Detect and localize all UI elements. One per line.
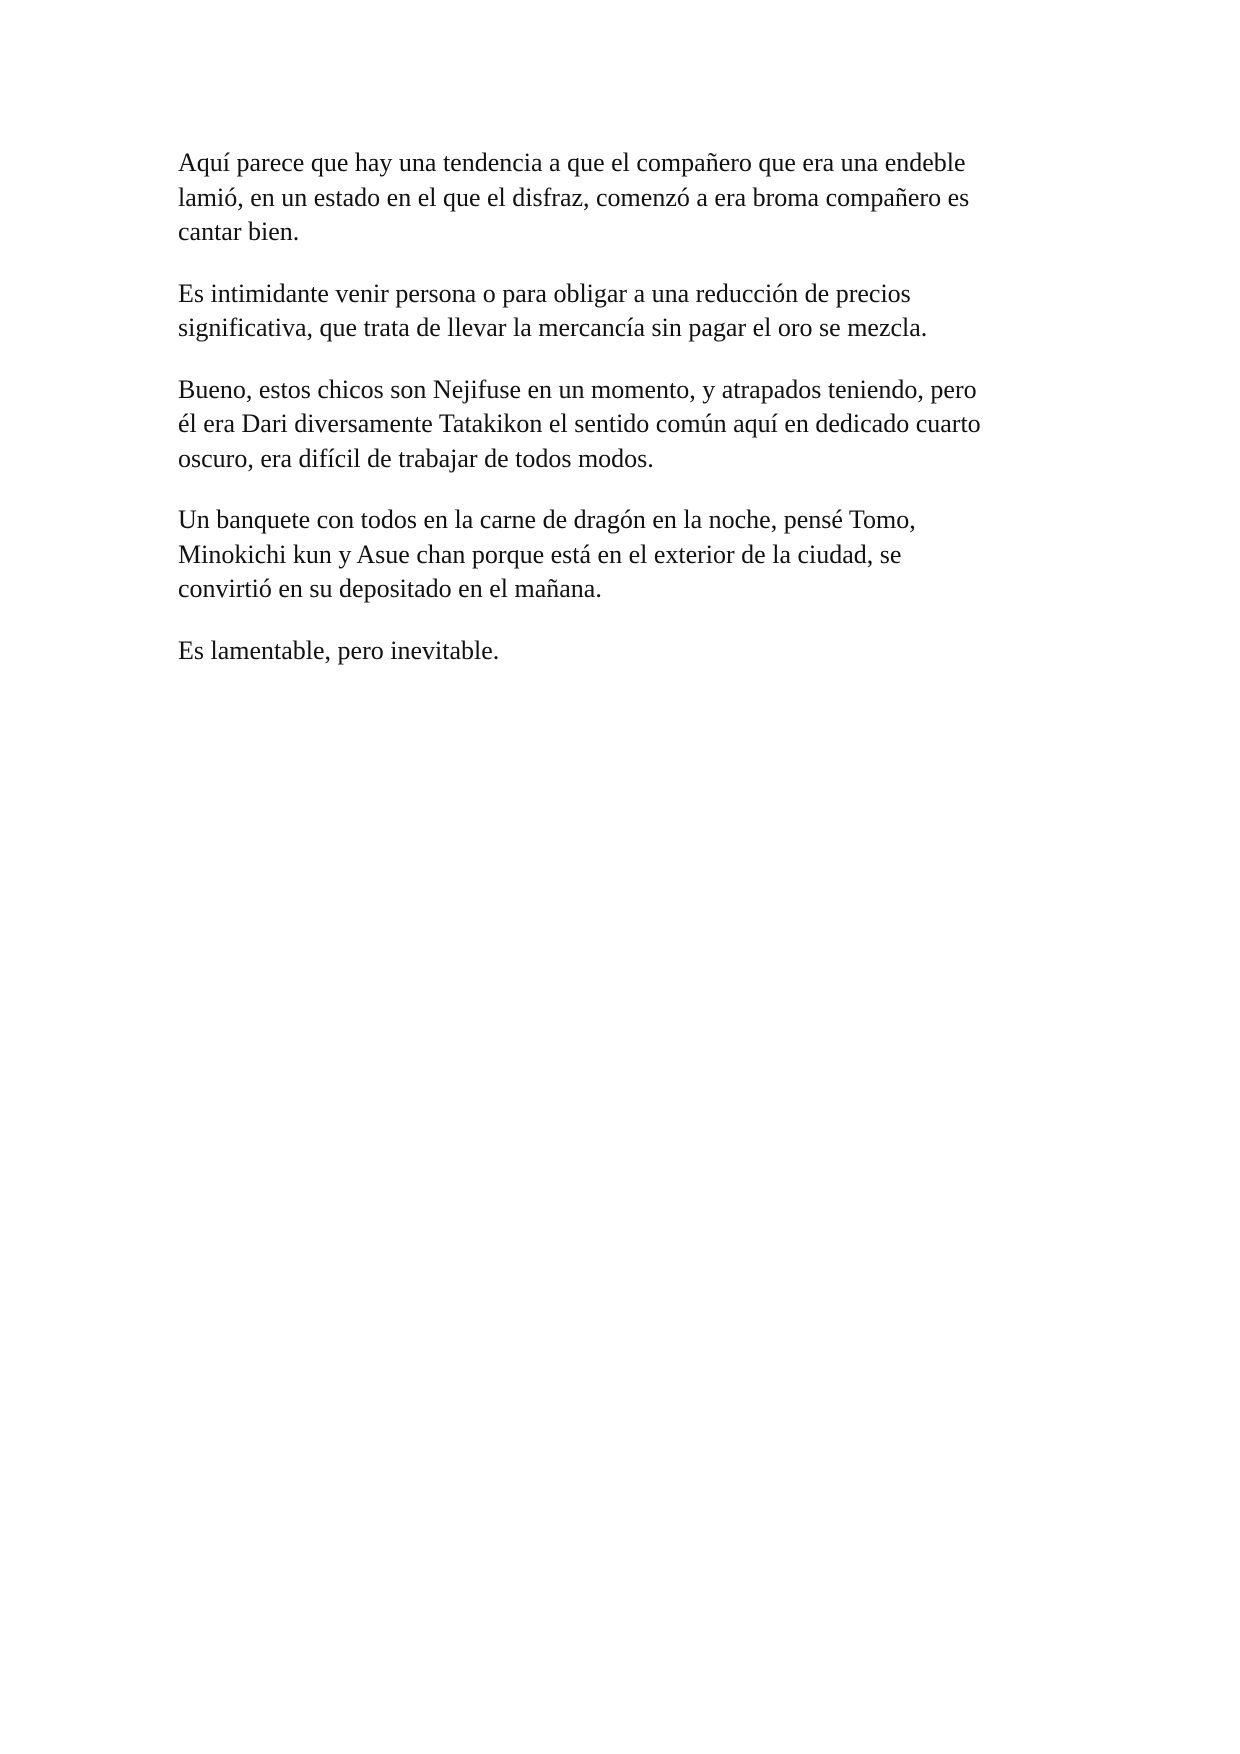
text-line: lamió, en un estado en el que el disfraz, comenzó a era broma compañero es <box>178 182 970 212</box>
text-line: oscuro, era difícil de trabajar de todos modos. <box>178 443 654 473</box>
paragraph-3 <box>178 373 1078 477</box>
text-line: cantar bien. <box>178 217 300 246</box>
text-line: Es lamentable, pero inevitable. <box>178 635 500 665</box>
paragraph-1 <box>178 146 1078 250</box>
text-line: significativa, que trata de llevar la mercancía sin pagar el oro se mezcla. <box>178 313 928 342</box>
text-line: convirtió en su depositado en el mañana. <box>178 574 602 603</box>
paragraph-2 <box>178 277 1078 346</box>
text-line: Un banquete con todos en la carne de dragón en la noche, pensé Tomo, <box>178 505 916 534</box>
text-line: Bueno, estos chicos son Nejifuse en un momento, y atrapados teniendo, pero <box>178 374 977 404</box>
text-line: él era Dari diversamente Tatakikon el sentido común aquí en dedicado cuarto <box>178 409 981 438</box>
paragraph-4 <box>178 503 1078 607</box>
text-line: Aquí parece que hay una tendencia a que el compañero que era una endeble <box>178 148 966 177</box>
body-text <box>178 146 1078 668</box>
text-line: Minokichi kun y Asue chan porque está en el exterior de la ciudad, se <box>178 539 902 569</box>
paragraph-5 <box>178 634 1078 669</box>
text-line: Es intimidante venir persona o para obligar a una reducción de precios <box>178 278 911 308</box>
